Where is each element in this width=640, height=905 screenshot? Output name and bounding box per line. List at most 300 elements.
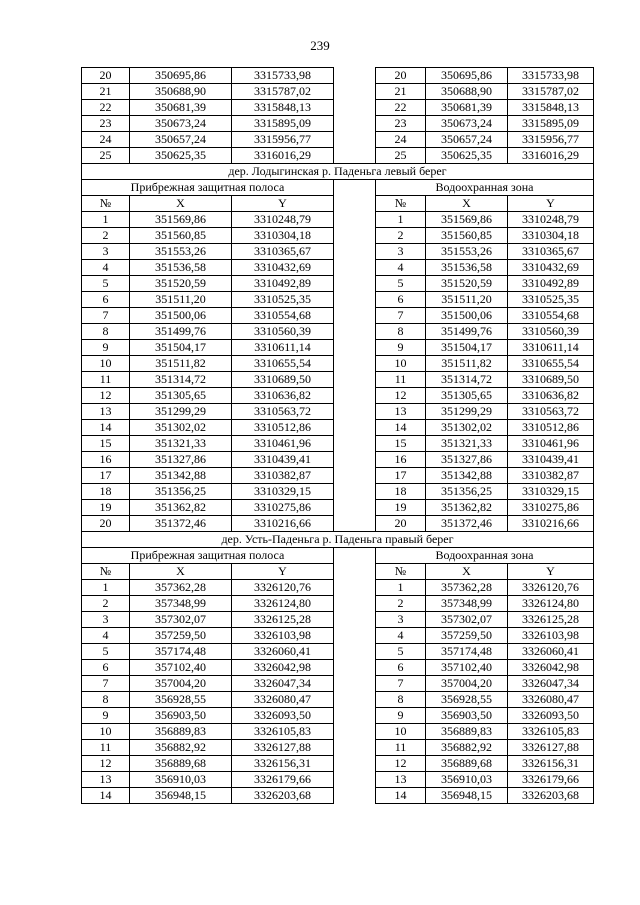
point-number: 4 (82, 628, 130, 644)
coordinate-x: 351500,06 (130, 308, 232, 324)
table-row (82, 788, 594, 804)
column-gap (334, 596, 376, 612)
coordinate-y: 3310275,86 (232, 500, 334, 516)
coordinate-x: 350695,86 (130, 68, 232, 84)
point-number: 10 (376, 356, 426, 372)
coordinate-x: 351560,85 (130, 228, 232, 244)
point-number: 10 (82, 724, 130, 740)
table-row (82, 452, 594, 468)
point-number: 2 (82, 228, 130, 244)
coordinate-x: 351356,25 (130, 484, 232, 500)
point-number: 5 (82, 644, 130, 660)
header-y: Y (232, 564, 334, 580)
coordinate-y: 3310554,68 (508, 308, 594, 324)
column-gap (334, 212, 376, 228)
point-number: 24 (376, 132, 426, 148)
coordinate-y: 3326060,41 (232, 644, 334, 660)
coordinate-y: 3310560,39 (508, 324, 594, 340)
coordinate-y: 3326080,47 (232, 692, 334, 708)
coordinate-x: 351305,65 (426, 388, 508, 404)
coordinate-x: 351520,59 (426, 276, 508, 292)
point-number: 19 (82, 500, 130, 516)
table-row (82, 420, 594, 436)
header-number: № (376, 564, 426, 580)
coordinate-x: 350681,39 (130, 100, 232, 116)
table-row (82, 148, 594, 164)
coordinate-y: 3310365,67 (508, 244, 594, 260)
table-row (82, 436, 594, 452)
protective-strip-caption: Прибрежная защитная полоса (82, 180, 334, 196)
point-number: 13 (82, 404, 130, 420)
point-number: 14 (376, 420, 426, 436)
coordinate-y: 3326179,66 (232, 772, 334, 788)
coordinate-y: 3310655,54 (232, 356, 334, 372)
point-number: 16 (82, 452, 130, 468)
table-row (82, 516, 594, 532)
table-row (82, 260, 594, 276)
point-number: 10 (376, 724, 426, 740)
point-number: 13 (82, 772, 130, 788)
table-row (82, 388, 594, 404)
coordinate-y: 3315895,09 (232, 116, 334, 132)
coordinate-y: 3326103,98 (508, 628, 594, 644)
coordinate-y: 3310275,86 (508, 500, 594, 516)
coordinate-y: 3310525,35 (232, 292, 334, 308)
header-row (82, 564, 594, 580)
table-row (82, 84, 594, 100)
coordinate-y: 3326093,50 (232, 708, 334, 724)
coordinate-x: 351342,88 (130, 468, 232, 484)
coordinate-x: 351511,20 (130, 292, 232, 308)
table-row (82, 724, 594, 740)
coordinate-x: 350657,24 (130, 132, 232, 148)
header-number: № (82, 564, 130, 580)
coordinate-x: 356948,15 (426, 788, 508, 804)
coordinate-x: 351314,72 (130, 372, 232, 388)
point-number: 21 (82, 84, 130, 100)
coordinate-x: 350688,90 (130, 84, 232, 100)
coordinate-x: 351504,17 (426, 340, 508, 356)
coordinate-y: 3310492,89 (508, 276, 594, 292)
coordinate-y: 3326080,47 (508, 692, 594, 708)
coordinate-y: 3310439,41 (508, 452, 594, 468)
column-gap (334, 628, 376, 644)
coordinate-y: 3326047,34 (508, 676, 594, 692)
coordinate-x: 350657,24 (426, 132, 508, 148)
point-number: 9 (376, 340, 426, 356)
column-gap (334, 100, 376, 116)
section-title: дер. Усть-Паденьга р. Паденьга правый берег (82, 532, 594, 548)
table-row (82, 404, 594, 420)
coordinate-y: 3310304,18 (232, 228, 334, 244)
column-gap (334, 660, 376, 676)
coordinate-y: 3326120,76 (232, 580, 334, 596)
coordinate-x: 351314,72 (426, 372, 508, 388)
coordinate-y: 3310304,18 (508, 228, 594, 244)
coordinate-y: 3310432,69 (232, 260, 334, 276)
coordinate-y: 3310563,72 (232, 404, 334, 420)
coordinate-y: 3310461,96 (508, 436, 594, 452)
point-number: 10 (82, 356, 130, 372)
coordinate-y: 3310382,87 (508, 468, 594, 484)
point-number: 13 (376, 404, 426, 420)
point-number: 7 (376, 308, 426, 324)
coordinate-x: 356889,68 (426, 756, 508, 772)
point-number: 5 (376, 644, 426, 660)
coordinate-x: 356903,50 (426, 708, 508, 724)
table-row (82, 612, 594, 628)
point-number: 16 (376, 452, 426, 468)
coordinate-x: 351321,33 (130, 436, 232, 452)
column-gap (334, 196, 376, 212)
table-row (82, 692, 594, 708)
column-gap (334, 724, 376, 740)
coordinate-y: 3310461,96 (232, 436, 334, 452)
coordinate-x: 351302,02 (130, 420, 232, 436)
point-number: 13 (376, 772, 426, 788)
coordinate-x: 350673,24 (426, 116, 508, 132)
coordinate-y: 3310655,54 (508, 356, 594, 372)
point-number: 23 (82, 116, 130, 132)
coordinate-x: 351500,06 (426, 308, 508, 324)
point-number: 1 (376, 212, 426, 228)
column-gap (334, 788, 376, 804)
point-number: 14 (376, 788, 426, 804)
table-row (82, 772, 594, 788)
column-gap (334, 580, 376, 596)
table-row (82, 116, 594, 132)
column-gap (334, 340, 376, 356)
column-gap (334, 692, 376, 708)
coordinates-table (81, 67, 594, 804)
coordinate-x: 351536,58 (426, 260, 508, 276)
table-row (82, 292, 594, 308)
page-number: 239 (310, 38, 330, 53)
table-row (82, 756, 594, 772)
header-x: X (130, 564, 232, 580)
table-row (82, 580, 594, 596)
column-gap (334, 484, 376, 500)
coordinate-y: 3326125,28 (232, 612, 334, 628)
coordinate-y: 3310636,82 (508, 388, 594, 404)
coordinate-x: 350673,24 (130, 116, 232, 132)
zone-caption-row (82, 548, 594, 564)
table-row (82, 244, 594, 260)
header-number: № (82, 196, 130, 212)
coordinate-y: 3316016,29 (232, 148, 334, 164)
coordinate-y: 3326105,83 (508, 724, 594, 740)
coordinate-y: 3315895,09 (508, 116, 594, 132)
point-number: 12 (376, 756, 426, 772)
coordinate-x: 350625,35 (130, 148, 232, 164)
coordinate-x: 357259,50 (426, 628, 508, 644)
point-number: 11 (376, 372, 426, 388)
point-number: 1 (82, 212, 130, 228)
point-number: 9 (82, 340, 130, 356)
coordinate-x: 351327,86 (130, 452, 232, 468)
water-protection-zone-caption: Водоохранная зона (376, 180, 594, 196)
coordinate-x: 351362,82 (130, 500, 232, 516)
coordinate-y: 3310554,68 (232, 308, 334, 324)
coordinate-x: 351569,86 (130, 212, 232, 228)
column-gap (334, 708, 376, 724)
coordinate-x: 357302,07 (426, 612, 508, 628)
coordinate-x: 357362,28 (130, 580, 232, 596)
coordinate-y: 3310560,39 (232, 324, 334, 340)
table-row (82, 676, 594, 692)
column-gap (334, 308, 376, 324)
coordinate-x: 356928,55 (426, 692, 508, 708)
table-row (82, 644, 594, 660)
point-number: 8 (376, 692, 426, 708)
coordinate-y: 3310492,89 (232, 276, 334, 292)
column-gap (334, 68, 376, 84)
coordinate-y: 3310439,41 (232, 452, 334, 468)
coordinate-x: 351299,29 (426, 404, 508, 420)
point-number: 18 (82, 484, 130, 500)
coordinate-y: 3326124,80 (232, 596, 334, 612)
coordinate-x: 351305,65 (130, 388, 232, 404)
coordinate-y: 3326093,50 (508, 708, 594, 724)
column-gap (334, 148, 376, 164)
coordinate-x: 350695,86 (426, 68, 508, 84)
section-title: дер. Лодыгинская р. Паденьга левый берег (82, 164, 594, 180)
coordinate-y: 3310512,86 (232, 420, 334, 436)
coordinate-y: 3310248,79 (232, 212, 334, 228)
coordinate-x: 351553,26 (130, 244, 232, 260)
column-gap (334, 516, 376, 532)
coordinate-x: 351299,29 (130, 404, 232, 420)
header-number: № (376, 196, 426, 212)
column-gap (334, 292, 376, 308)
coordinate-y: 3310329,15 (508, 484, 594, 500)
point-number: 11 (376, 740, 426, 756)
header-y: Y (232, 196, 334, 212)
table-row (82, 68, 594, 84)
coordinate-y: 3326125,28 (508, 612, 594, 628)
point-number: 3 (82, 244, 130, 260)
coordinate-x: 350625,35 (426, 148, 508, 164)
column-gap (334, 132, 376, 148)
coordinate-x: 351553,26 (426, 244, 508, 260)
column-gap (334, 500, 376, 516)
point-number: 2 (376, 228, 426, 244)
column-gap (334, 372, 376, 388)
point-number: 4 (376, 628, 426, 644)
table-row (82, 740, 594, 756)
coordinate-y: 3326203,68 (508, 788, 594, 804)
point-number: 2 (376, 596, 426, 612)
point-number: 21 (376, 84, 426, 100)
point-number: 19 (376, 500, 426, 516)
section-title-row (82, 532, 594, 548)
coordinate-y: 3326156,31 (232, 756, 334, 772)
column-gap (334, 612, 376, 628)
point-number: 25 (82, 148, 130, 164)
point-number: 20 (376, 68, 426, 84)
water-protection-zone-caption: Водоохранная зона (376, 548, 594, 564)
header-row (82, 196, 594, 212)
coordinate-x: 351321,33 (426, 436, 508, 452)
coordinate-x: 356882,92 (426, 740, 508, 756)
table-row (82, 324, 594, 340)
point-number: 3 (82, 612, 130, 628)
column-gap (334, 436, 376, 452)
point-number: 7 (82, 308, 130, 324)
coordinate-y: 3315733,98 (508, 68, 594, 84)
coordinate-x: 356882,92 (130, 740, 232, 756)
coordinate-x: 351327,86 (426, 452, 508, 468)
point-number: 20 (82, 516, 130, 532)
coordinate-y: 3310512,86 (508, 420, 594, 436)
point-number: 8 (82, 692, 130, 708)
point-number: 12 (82, 756, 130, 772)
coordinate-y: 3315787,02 (232, 84, 334, 100)
coordinate-y: 3315848,13 (508, 100, 594, 116)
coordinate-x: 351302,02 (426, 420, 508, 436)
coordinate-y: 3315956,77 (232, 132, 334, 148)
coordinate-y: 3310689,50 (232, 372, 334, 388)
coordinate-y: 3310525,35 (508, 292, 594, 308)
coordinate-x: 357102,40 (130, 660, 232, 676)
column-gap (334, 740, 376, 756)
coordinate-y: 3310636,82 (232, 388, 334, 404)
point-number: 24 (82, 132, 130, 148)
point-number: 1 (376, 580, 426, 596)
point-number: 17 (82, 468, 130, 484)
point-number: 11 (82, 372, 130, 388)
column-gap (334, 356, 376, 372)
column-gap (334, 644, 376, 660)
coordinate-y: 3326124,80 (508, 596, 594, 612)
header-y: Y (508, 564, 594, 580)
coordinate-x: 351499,76 (426, 324, 508, 340)
point-number: 6 (376, 292, 426, 308)
table-row (82, 340, 594, 356)
header-y: Y (508, 196, 594, 212)
column-gap (334, 676, 376, 692)
point-number: 15 (376, 436, 426, 452)
coordinate-x: 351356,25 (426, 484, 508, 500)
coordinate-x: 351511,20 (426, 292, 508, 308)
coordinate-x: 357348,99 (130, 596, 232, 612)
coordinate-x: 351504,17 (130, 340, 232, 356)
table-row (82, 372, 594, 388)
coordinate-y: 3326047,34 (232, 676, 334, 692)
point-number: 14 (82, 420, 130, 436)
point-number: 7 (82, 676, 130, 692)
coordinate-x: 351569,86 (426, 212, 508, 228)
point-number: 7 (376, 676, 426, 692)
point-number: 23 (376, 116, 426, 132)
coordinate-x: 356889,68 (130, 756, 232, 772)
coordinate-x: 357174,48 (426, 644, 508, 660)
point-number: 20 (82, 68, 130, 84)
coordinate-y: 3326103,98 (232, 628, 334, 644)
table-row (82, 596, 594, 612)
column-gap (334, 180, 376, 196)
column-gap (334, 244, 376, 260)
point-number: 17 (376, 468, 426, 484)
coordinate-x: 356889,83 (426, 724, 508, 740)
column-gap (334, 468, 376, 484)
column-gap (334, 228, 376, 244)
point-number: 20 (376, 516, 426, 532)
point-number: 9 (376, 708, 426, 724)
coordinate-x: 351499,76 (130, 324, 232, 340)
column-gap (334, 388, 376, 404)
coordinate-y: 3310329,15 (232, 484, 334, 500)
coordinate-y: 3326105,83 (232, 724, 334, 740)
column-gap (334, 116, 376, 132)
coordinate-x: 357302,07 (130, 612, 232, 628)
coordinate-x: 357004,20 (426, 676, 508, 692)
column-gap (334, 84, 376, 100)
point-number: 8 (82, 324, 130, 340)
table-row (82, 660, 594, 676)
zone-caption-row (82, 180, 594, 196)
coordinate-y: 3310216,66 (508, 516, 594, 532)
column-gap (334, 404, 376, 420)
coordinate-y: 3326179,66 (508, 772, 594, 788)
point-number: 5 (376, 276, 426, 292)
coordinate-y: 3310248,79 (508, 212, 594, 228)
coordinate-x: 357259,50 (130, 628, 232, 644)
column-gap (334, 276, 376, 292)
coordinate-x: 356948,15 (130, 788, 232, 804)
point-number: 4 (82, 260, 130, 276)
coordinate-y: 3310611,14 (508, 340, 594, 356)
column-gap (334, 260, 376, 276)
point-number: 3 (376, 612, 426, 628)
coordinate-y: 3315733,98 (232, 68, 334, 84)
table-row (82, 628, 594, 644)
coordinate-y: 3326203,68 (232, 788, 334, 804)
coordinate-y: 3310432,69 (508, 260, 594, 276)
protective-strip-caption: Прибрежная защитная полоса (82, 548, 334, 564)
point-number: 22 (82, 100, 130, 116)
coordinate-y: 3315787,02 (508, 84, 594, 100)
point-number: 18 (376, 484, 426, 500)
table-row (82, 468, 594, 484)
coordinate-y: 3326156,31 (508, 756, 594, 772)
coordinate-x: 350681,39 (426, 100, 508, 116)
coordinate-y: 3326120,76 (508, 580, 594, 596)
table-row (82, 100, 594, 116)
coordinate-y: 3326127,88 (508, 740, 594, 756)
coordinate-x: 356889,83 (130, 724, 232, 740)
table-row (82, 132, 594, 148)
coordinate-y: 3316016,29 (508, 148, 594, 164)
coordinate-y: 3326042,98 (232, 660, 334, 676)
point-number: 6 (376, 660, 426, 676)
coordinate-x: 351372,46 (130, 516, 232, 532)
coordinate-x: 350688,90 (426, 84, 508, 100)
point-number: 22 (376, 100, 426, 116)
header-x: X (426, 564, 508, 580)
point-number: 8 (376, 324, 426, 340)
point-number: 15 (82, 436, 130, 452)
coordinate-x: 356910,03 (130, 772, 232, 788)
coordinate-x: 356910,03 (426, 772, 508, 788)
coordinate-x: 351511,82 (130, 356, 232, 372)
column-gap (334, 548, 376, 564)
header-x: X (130, 196, 232, 212)
table-row (82, 308, 594, 324)
coordinate-x: 351560,85 (426, 228, 508, 244)
coordinate-x: 351362,82 (426, 500, 508, 516)
point-number: 12 (376, 388, 426, 404)
